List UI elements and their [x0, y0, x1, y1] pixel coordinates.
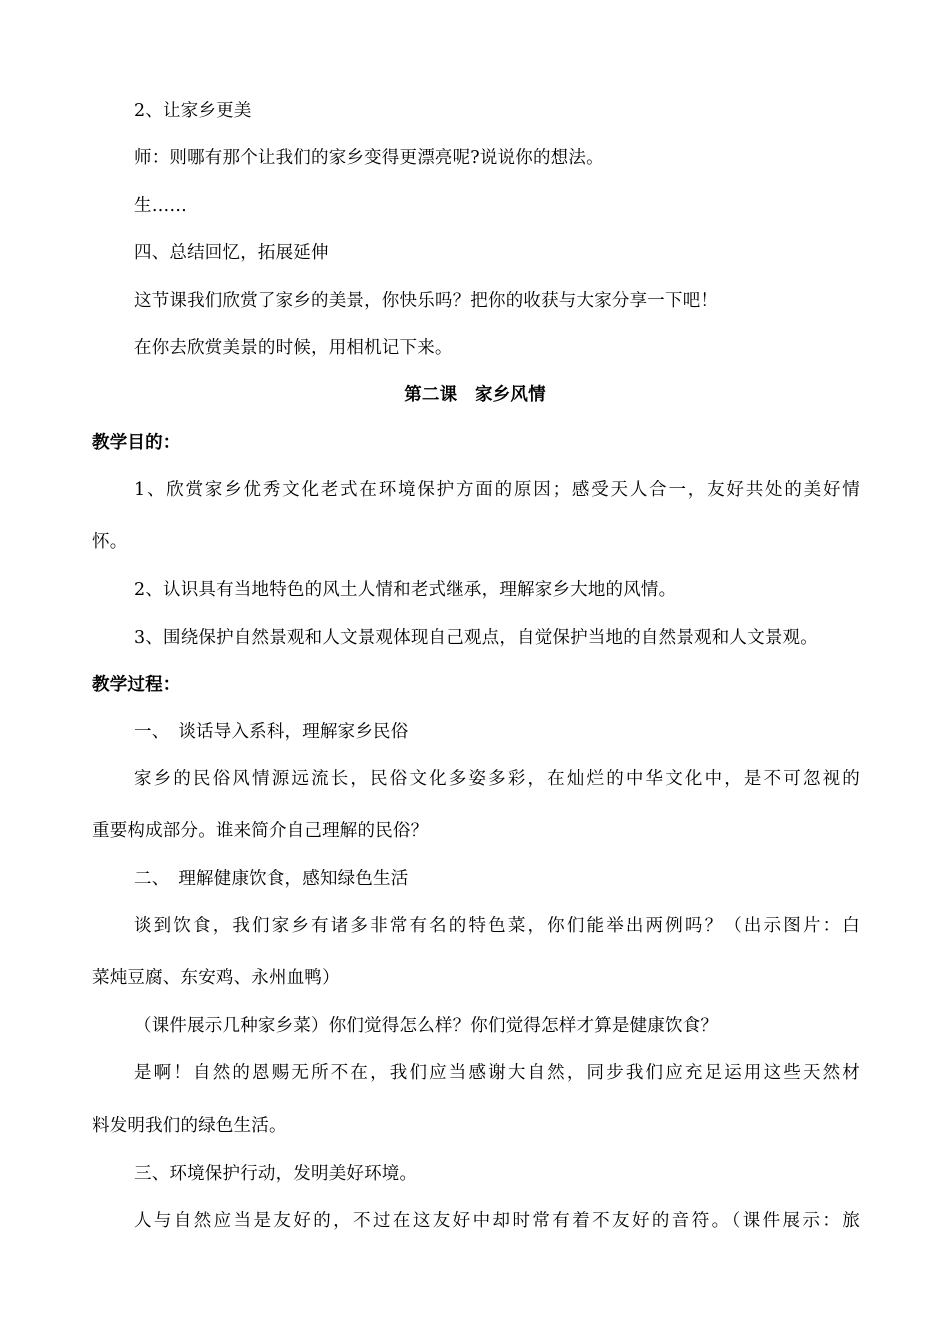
- process-step-heading: 三、环境保护行动，发明美好环境。: [134, 1164, 418, 1184]
- objective-item: 1、欣赏家乡优秀文化老式在环境保护方面的原因；感受天人合一，友好共处的美好情: [134, 480, 860, 500]
- objective-item: 3、围绕保护自然景观和人文景观体现自己观点，自觉保护当地的自然景观和人文景观。: [134, 628, 818, 648]
- paragraph-line-continued: 料发明我们的绿色生活。: [92, 1116, 287, 1136]
- objective-item-continued: 怀。: [92, 532, 128, 552]
- process-step-heading: 一、 谈话导入系科，理解家乡民俗: [134, 722, 409, 742]
- process-heading: 教学过程：: [92, 675, 181, 695]
- lesson-title: 第二课 家乡风情: [404, 385, 546, 405]
- objective-item: 2、认识具有当地特色的风土人情和老式继承，理解家乡大地的风情。: [134, 580, 677, 600]
- paragraph-line-continued: 重要构成部分。谁来简介自己理解的民俗？: [92, 821, 429, 841]
- student-line: 生……: [134, 196, 188, 216]
- paragraph-line: 这节课我们欣赏了家乡的美景，你快乐吗？把你的收获与大家分享一下吧！: [134, 291, 719, 311]
- process-step-heading: 二、 理解健康饮食，感知绿色生活: [134, 869, 409, 889]
- paragraph-line: （课件展示几种家乡菜）你们觉得怎么样？你们觉得怎样才算是健康饮食？: [134, 1016, 719, 1036]
- section-heading-summary: 四、总结回忆，拓展延伸: [134, 243, 329, 263]
- section-heading-beautify: 2、让家乡更美: [134, 101, 252, 121]
- paragraph-line: 家乡的民俗风情源远流长，民俗文化多姿多彩，在灿烂的中华文化中，是不可忽视的: [134, 769, 860, 789]
- paragraph-line-continued: 菜炖豆腐、东安鸡、永州血鸭）: [92, 968, 340, 988]
- paragraph-line: 在你去欣赏美景的时候，用相机记下来。: [134, 338, 453, 358]
- paragraph-line: 人与自然应当是友好的，不过在这友好中却时常有着不友好的音符。（课件展示：旅: [134, 1211, 860, 1231]
- paragraph-line: 谈到饮食，我们家乡有诸多非常有名的特色菜，你们能举出两例吗？（出示图片：白: [134, 916, 860, 936]
- objectives-heading: 教学目的：: [92, 433, 181, 453]
- teacher-line: 师：则哪有那个让我们的家乡变得更漂亮呢?说说你的想法。: [134, 148, 604, 168]
- paragraph-line: 是啊！自然的恩赐无所不在，我们应当感谢大自然，同步我们应充足运用这些天然材: [134, 1063, 860, 1083]
